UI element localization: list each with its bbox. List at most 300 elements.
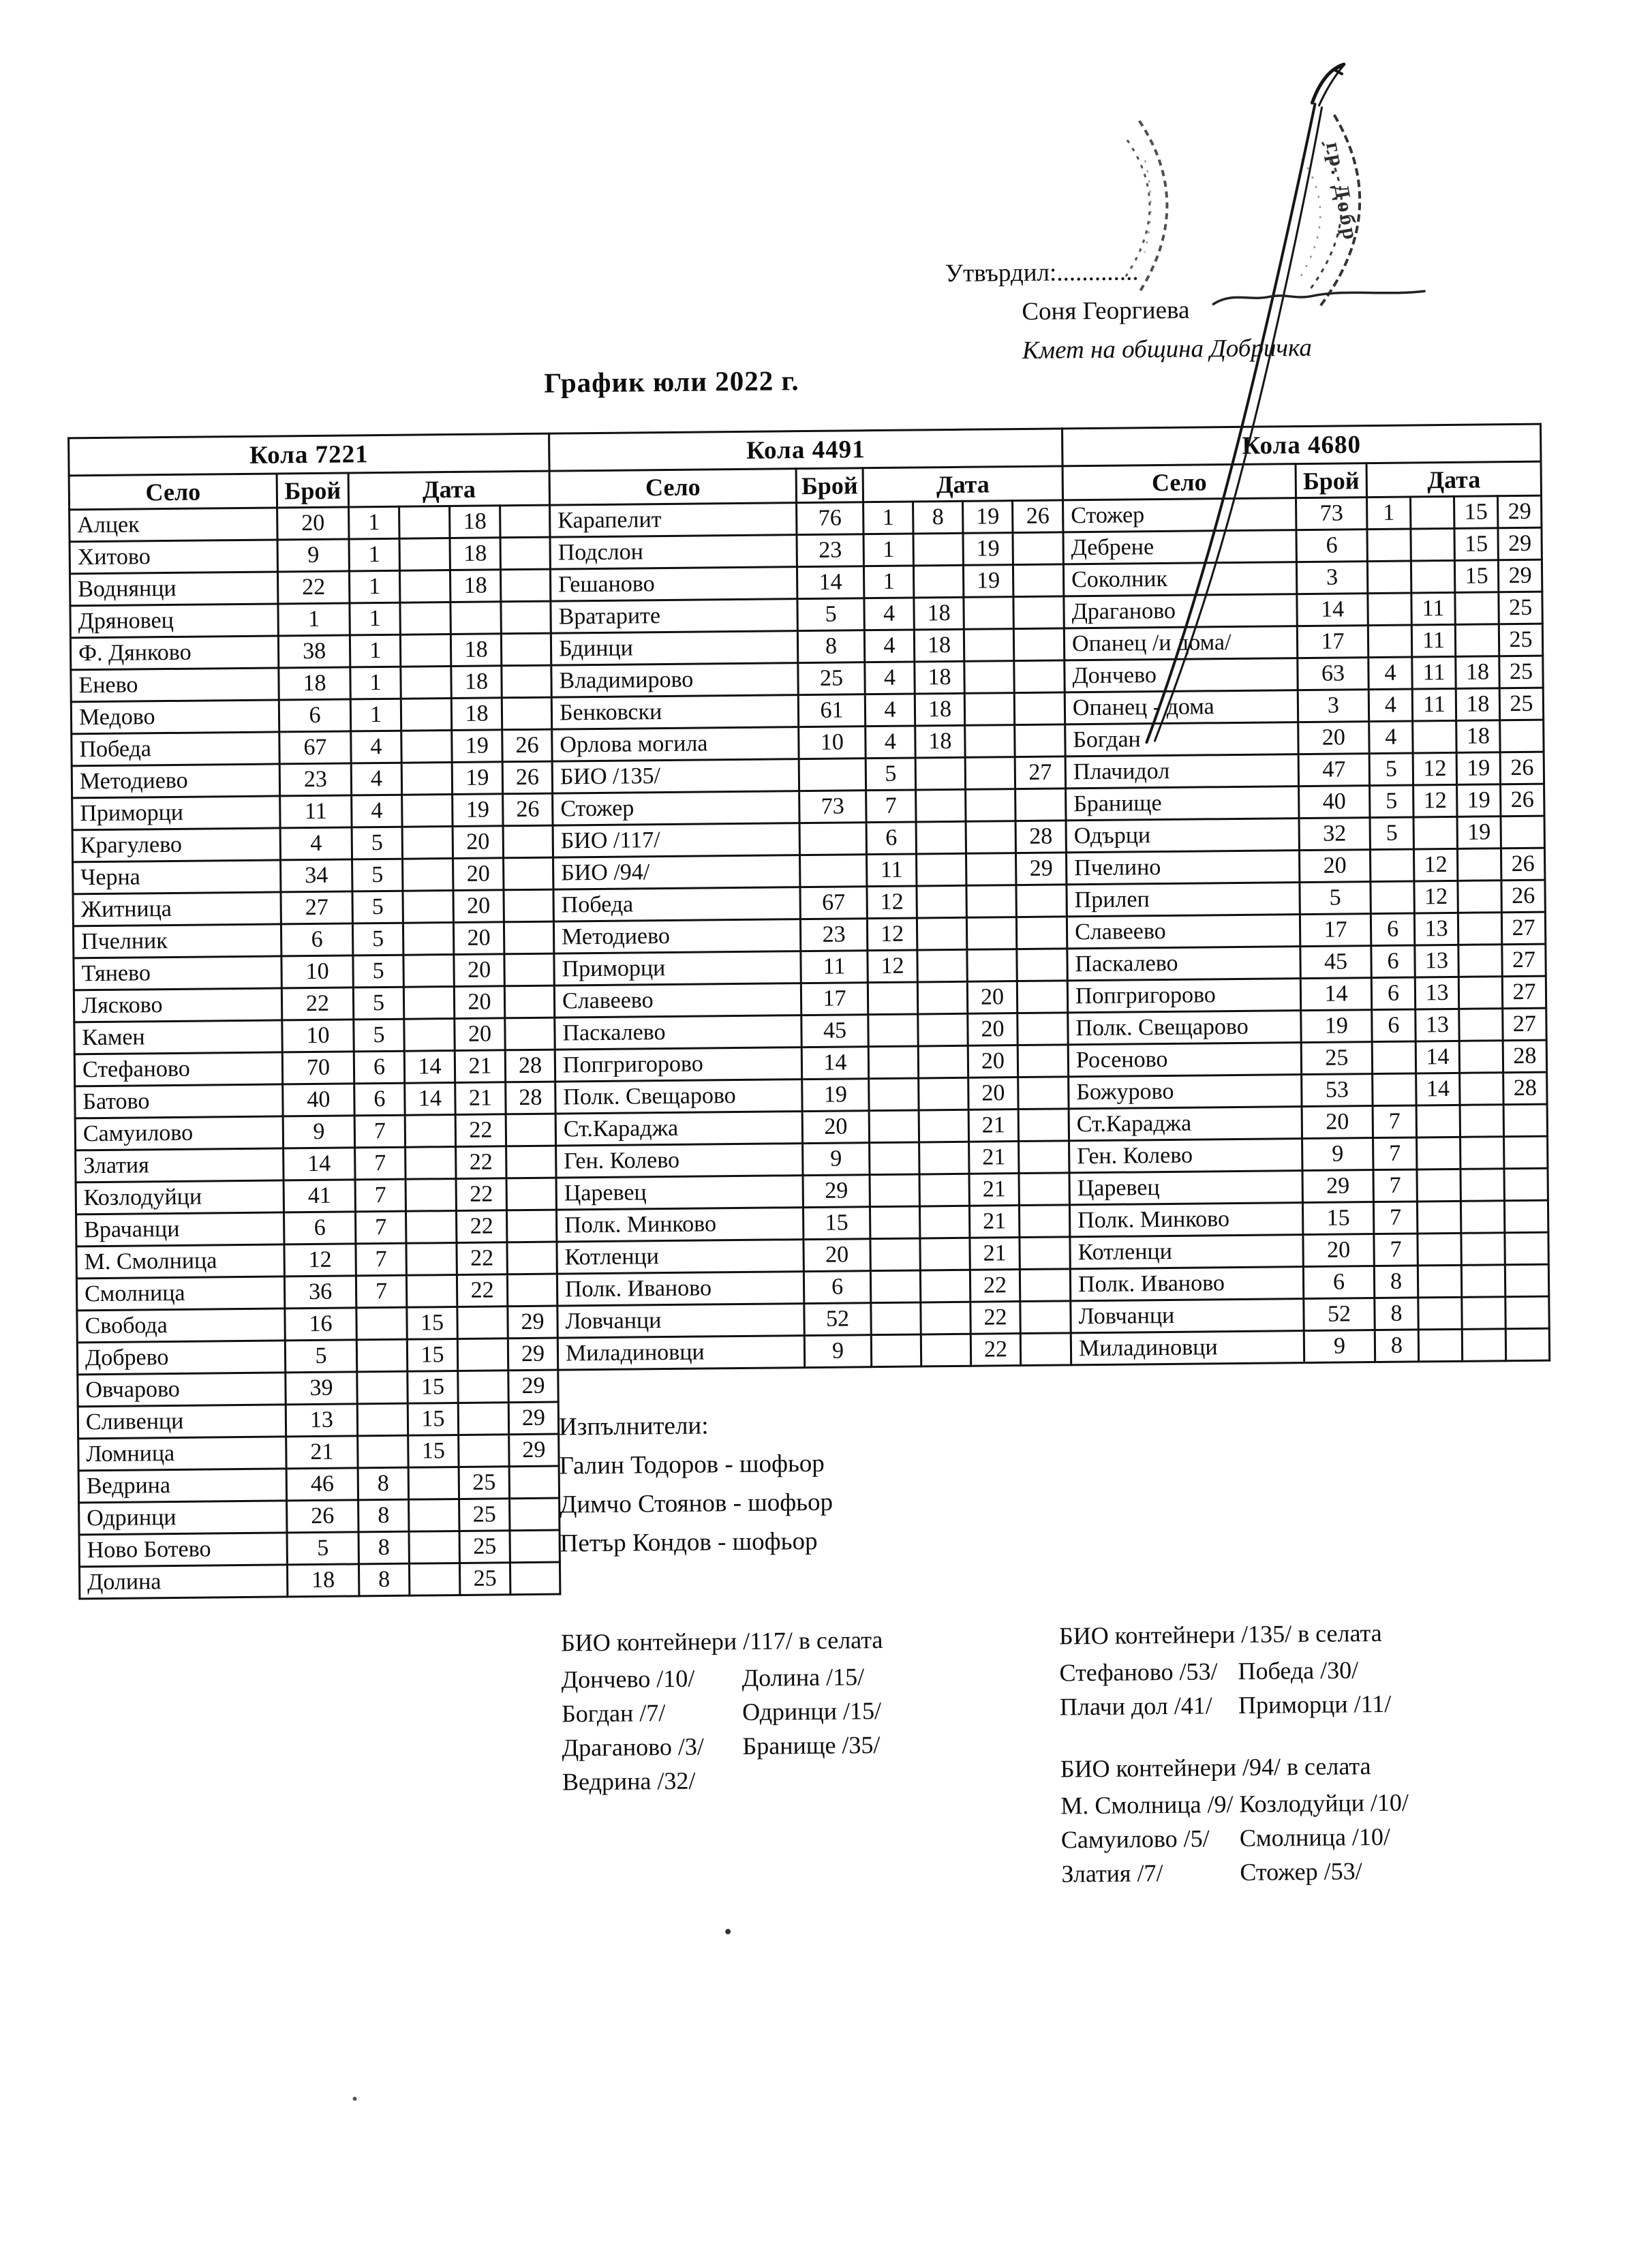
date-cell	[504, 985, 554, 1018]
date-cell	[870, 1270, 920, 1303]
date-cell	[356, 1339, 407, 1372]
date-cell: 25	[459, 1531, 510, 1563]
date-cell: 7	[1374, 1234, 1418, 1266]
date-cell	[1016, 885, 1067, 917]
table-row	[78, 1370, 558, 1407]
count-cell: 20	[277, 507, 349, 540]
village-cell: Стефаново	[74, 1052, 282, 1086]
table-row	[74, 1050, 555, 1086]
bio-117-right-column	[741, 1660, 881, 1763]
date-cell: 4	[864, 598, 914, 630]
bio-94-right-column	[1239, 1786, 1409, 1889]
village-cell: Хитово	[70, 540, 277, 574]
date-cell: 27	[1015, 756, 1065, 789]
date-cell	[868, 1014, 918, 1047]
executor-line: Петър Кондов - шофьор	[560, 1527, 818, 1558]
village-cell: Плачидол	[1065, 754, 1298, 789]
table-row	[555, 1013, 1068, 1050]
table-row	[553, 821, 1066, 857]
date-cell	[916, 789, 966, 822]
village-cell: Котленци	[557, 1240, 804, 1274]
date-cell: 5	[352, 859, 403, 891]
date-cell: 1	[350, 667, 401, 699]
date-cell	[1461, 1233, 1505, 1266]
table-row	[76, 1146, 556, 1182]
date-cell: 28	[506, 1082, 555, 1114]
village-cell: Владимирово	[551, 663, 798, 697]
village-cell: Овчарово	[78, 1373, 286, 1407]
table-row	[75, 1082, 555, 1118]
date-cell	[1019, 1141, 1069, 1174]
date-cell: 19	[963, 565, 1013, 598]
table-row	[77, 1306, 557, 1343]
date-cell	[916, 821, 966, 854]
date-cell: 12	[1414, 881, 1458, 913]
date-cell	[1462, 1297, 1505, 1330]
date-cell: 27	[1502, 976, 1546, 1009]
village-cell: Соколник	[1063, 562, 1296, 596]
village-cell: Миладиновци	[557, 1336, 804, 1370]
date-cell: 20	[968, 1077, 1018, 1110]
date-cell	[1367, 561, 1411, 594]
village-cell: Ловчанци	[557, 1304, 804, 1338]
date-cell	[1503, 1104, 1547, 1137]
table-row	[72, 793, 553, 830]
count-cell: 52	[804, 1303, 871, 1336]
date-cell	[1458, 881, 1501, 913]
table-row	[1069, 1200, 1548, 1237]
date-header: Дата	[863, 466, 1063, 502]
bio-135-left-column	[1059, 1654, 1218, 1724]
date-cell	[1461, 1265, 1505, 1298]
date-cell: 11	[867, 854, 917, 887]
count-cell: 22	[277, 571, 349, 604]
table-row	[73, 857, 553, 894]
date-cell	[913, 565, 963, 598]
count-cell: 15	[803, 1207, 870, 1240]
date-cell	[917, 949, 967, 982]
date-cell: 13	[1415, 945, 1458, 977]
count-cell: 12	[284, 1244, 356, 1277]
date-cell	[870, 1142, 919, 1175]
village-cell: М. Смолница	[76, 1244, 284, 1279]
village-cell: Златия	[76, 1148, 284, 1182]
date-cell	[1019, 1173, 1069, 1206]
date-cell	[1460, 1201, 1504, 1234]
count-cell: 19	[1301, 1010, 1372, 1043]
date-header: Дата	[348, 471, 550, 507]
date-cell	[500, 569, 550, 602]
date-cell: 1	[350, 602, 400, 635]
table-row	[556, 1173, 1069, 1210]
date-cell	[1455, 624, 1499, 657]
count-cell: 14	[284, 1148, 355, 1180]
village-cell: Медово	[71, 700, 279, 734]
date-cell	[510, 1498, 560, 1531]
date-cell	[450, 602, 501, 635]
date-cell	[918, 1013, 968, 1046]
date-cell: 22	[455, 1114, 506, 1147]
date-cell: 18	[451, 698, 502, 731]
date-cell: 5	[1370, 785, 1413, 818]
date-cell	[1367, 529, 1411, 562]
table-row	[74, 1018, 555, 1054]
village-cell: Котленци	[1070, 1235, 1303, 1269]
date-cell	[1411, 560, 1454, 593]
table-row	[1066, 784, 1544, 821]
bio-94-left-column	[1060, 1787, 1234, 1891]
date-cell: 13	[1416, 1009, 1459, 1041]
date-cell: 20	[453, 922, 504, 955]
date-cell: 8	[358, 1563, 409, 1596]
date-cell	[966, 821, 1015, 854]
date-cell	[505, 1018, 555, 1050]
date-cell: 21	[969, 1142, 1019, 1174]
date-cell: 22	[457, 1242, 507, 1275]
schedule-table-kola-4680	[1061, 423, 1550, 1366]
date-cell	[401, 699, 451, 731]
village-cell: Карапелит	[550, 503, 797, 537]
date-cell	[1017, 981, 1067, 1013]
date-cell: 15	[408, 1371, 458, 1403]
date-cell	[964, 629, 1013, 662]
date-cell	[1413, 816, 1457, 849]
date-cell: 15	[407, 1306, 457, 1339]
executor-line: Димчо Стоянов - шофьор	[559, 1488, 833, 1519]
date-cell: 4	[865, 694, 915, 727]
village-cell: Методиево	[72, 764, 279, 798]
count-cell: 6	[279, 699, 350, 732]
date-cell: 20	[453, 890, 504, 923]
village-cell: Полк. Минково	[556, 1208, 803, 1242]
date-cell	[1371, 881, 1414, 914]
date-cell: 20	[453, 826, 503, 859]
date-cell	[1368, 625, 1411, 658]
date-cell: 13	[1415, 977, 1458, 1009]
count-cell: 20	[804, 1239, 870, 1272]
village-cell: Росеново	[1068, 1043, 1301, 1077]
table-row	[70, 633, 551, 670]
bio-item: Одринци /15/	[741, 1697, 882, 1726]
village-cell: Пчелино	[1066, 851, 1299, 885]
date-cell	[1015, 789, 1066, 821]
date-cell	[1020, 1269, 1070, 1302]
date-cell	[1504, 1136, 1548, 1169]
village-cell: Опанец /и дома/	[1064, 626, 1297, 660]
count-cell: 76	[797, 502, 863, 535]
date-cell: 18	[1456, 720, 1500, 753]
count-cell: 70	[282, 1052, 354, 1084]
date-cell: 26	[1013, 500, 1063, 533]
date-cell	[403, 955, 454, 988]
date-cell	[919, 1142, 969, 1174]
date-cell	[501, 633, 551, 666]
date-cell: 27	[1503, 1008, 1546, 1041]
date-cell	[1460, 1169, 1504, 1202]
date-cell	[965, 725, 1015, 758]
date-cell: 12	[1413, 752, 1456, 785]
date-cell	[919, 1110, 968, 1142]
count-cell: 6	[1296, 530, 1367, 562]
count-cell: 11	[280, 795, 352, 828]
date-cell	[1501, 816, 1544, 849]
date-cell	[506, 1146, 556, 1178]
date-cell	[869, 1078, 919, 1111]
date-cell	[1418, 1233, 1461, 1266]
date-cell: 26	[1501, 848, 1544, 881]
date-cell	[1460, 1137, 1504, 1170]
table-row	[71, 665, 551, 702]
village-cell: Ф. Дянково	[70, 636, 278, 670]
count-cell: 20	[802, 1111, 869, 1144]
car-label: Кола 4680	[1062, 424, 1542, 466]
date-cell	[399, 538, 450, 571]
table-row	[73, 889, 553, 926]
date-cell	[358, 1435, 408, 1468]
table-row	[1065, 720, 1544, 756]
count-cell: 23	[279, 763, 351, 796]
date-cell	[504, 953, 554, 986]
village-cell: Козлодуйци	[76, 1180, 284, 1214]
date-cell: 15	[407, 1339, 457, 1371]
village-cell: Дебрене	[1063, 530, 1296, 564]
date-cell: 22	[456, 1178, 506, 1211]
bio-item: Приморци /11/	[1238, 1690, 1392, 1719]
table-row	[76, 1242, 557, 1279]
date-cell: 1	[863, 502, 913, 534]
village-cell: Крагулево	[72, 828, 280, 862]
date-cell: 4	[864, 630, 914, 662]
count-cell: 20	[1298, 722, 1369, 754]
date-cell: 11	[1411, 592, 1455, 625]
date-cell: 22	[456, 1146, 506, 1179]
executor-names	[559, 1444, 833, 1563]
date-cell: 8	[358, 1467, 408, 1500]
date-cell	[964, 661, 1014, 694]
date-cell: 5	[352, 923, 403, 956]
date-cell: 27	[1501, 912, 1545, 945]
date-cell: 22	[970, 1334, 1020, 1366]
count-cell: 3	[1298, 690, 1368, 722]
date-cell: 12	[867, 886, 917, 919]
date-cell: 29	[1015, 853, 1066, 885]
date-cell	[1500, 720, 1544, 752]
date-cell	[457, 1339, 508, 1371]
count-cell: 14	[801, 1047, 868, 1080]
date-cell: 4	[1368, 657, 1412, 690]
village-cell: Бранище	[1066, 786, 1299, 821]
date-cell: 7	[1373, 1202, 1417, 1234]
date-cell: 22	[970, 1302, 1020, 1334]
table-row	[554, 949, 1067, 985]
village-header: Село	[1062, 464, 1296, 500]
date-cell: 20	[454, 986, 504, 1019]
date-cell: 5	[354, 1019, 404, 1052]
village-cell: Одърци	[1066, 819, 1299, 853]
date-cell	[507, 1242, 557, 1274]
count-cell: 61	[798, 694, 865, 727]
date-cell	[1018, 1109, 1069, 1142]
date-cell: 15	[408, 1403, 458, 1435]
table-row	[72, 825, 553, 862]
table-row	[551, 628, 1064, 665]
date-cell: 21	[968, 1110, 1018, 1142]
village-cell: Ломница	[78, 1437, 286, 1471]
date-cell	[404, 1019, 455, 1052]
table-row	[550, 532, 1063, 569]
village-cell: Победа	[72, 732, 279, 766]
table-row	[78, 1466, 559, 1503]
date-cell	[1458, 913, 1501, 945]
count-cell: 73	[1296, 498, 1367, 530]
date-cell: 29	[509, 1434, 559, 1467]
village-cell: Камен	[74, 1020, 282, 1054]
village-cell: Методиево	[553, 919, 800, 953]
count-cell: 63	[1298, 658, 1368, 690]
date-cell	[966, 789, 1015, 822]
scan-speck	[352, 2096, 356, 2100]
village-cell: Воднянци	[70, 572, 278, 606]
date-cell: 1	[349, 506, 399, 539]
table-row	[77, 1338, 557, 1375]
date-cell: 28	[505, 1050, 555, 1082]
executor-line: Галин Тодоров - шофьор	[559, 1449, 825, 1480]
table-row	[72, 729, 552, 766]
village-cell: Самуилово	[75, 1116, 283, 1150]
date-cell	[406, 1178, 456, 1211]
village-cell: БИО /135/	[552, 759, 799, 793]
table-row	[556, 1205, 1069, 1242]
date-cell: 18	[450, 538, 500, 570]
date-cell	[920, 1238, 970, 1270]
date-cell: 1	[349, 570, 399, 603]
date-cell	[915, 757, 965, 790]
date-cell: 18	[451, 666, 502, 699]
date-cell: 6	[1371, 913, 1414, 946]
date-cell: 4	[1368, 689, 1412, 722]
table-row	[551, 660, 1065, 697]
date-cell: 7	[866, 790, 916, 823]
date-cell	[967, 949, 1017, 982]
date-cell: 29	[508, 1370, 558, 1403]
date-cell	[399, 506, 450, 539]
date-cell	[868, 1046, 918, 1079]
bio-item: Златия /7/	[1061, 1859, 1163, 1888]
count-cell: 16	[285, 1308, 356, 1341]
date-cell: 22	[970, 1270, 1020, 1302]
village-cell: Ген. Колево	[556, 1144, 803, 1178]
date-cell: 6	[354, 1051, 404, 1084]
date-cell: 26	[503, 793, 553, 826]
date-cell	[964, 597, 1013, 630]
table-row	[1067, 880, 1545, 917]
date-cell	[500, 505, 550, 538]
date-cell	[1368, 593, 1411, 626]
date-cell	[870, 1238, 920, 1271]
date-cell	[357, 1371, 408, 1404]
date-cell: 19	[963, 533, 1013, 566]
count-cell: 9	[1302, 1138, 1373, 1171]
date-cell	[870, 1174, 919, 1207]
date-cell	[1459, 1009, 1503, 1041]
date-cell: 7	[355, 1147, 406, 1180]
table-row	[556, 1141, 1069, 1178]
village-cell: Драганово	[1064, 594, 1297, 628]
date-cell	[1014, 660, 1065, 693]
page-title: График юли 2022 г.	[544, 365, 799, 399]
date-cell	[506, 1210, 556, 1242]
date-cell	[403, 859, 453, 891]
village-cell: Приморци	[72, 796, 280, 830]
count-cell: 6	[284, 1212, 356, 1244]
count-cell: 9	[804, 1335, 871, 1368]
date-cell	[1013, 564, 1063, 597]
count-cell: 40	[1299, 786, 1370, 819]
table-row	[76, 1210, 557, 1247]
date-cell: 13	[1414, 913, 1458, 945]
count-cell: 8	[797, 630, 864, 663]
date-cell: 7	[356, 1211, 406, 1244]
date-cell	[1417, 1137, 1460, 1170]
village-cell: Полк. Иваново	[1070, 1267, 1303, 1301]
village-cell: Гешаново	[550, 567, 797, 601]
village-cell: Полк. Свещарово	[555, 1080, 802, 1114]
date-cell	[406, 1210, 457, 1243]
bio-item: Смолница /10/	[1239, 1822, 1391, 1852]
scan-speck	[725, 1929, 731, 1934]
village-cell: Добрево	[77, 1341, 285, 1375]
date-cell: 25	[1499, 688, 1543, 720]
village-cell: Царевец	[556, 1176, 803, 1210]
executors-title: Изпълнители:	[558, 1411, 709, 1441]
date-cell	[1505, 1264, 1548, 1297]
date-cell	[1018, 1013, 1068, 1045]
date-cell: 5	[353, 955, 403, 988]
date-cell	[457, 1306, 508, 1339]
date-cell: 19	[963, 501, 1013, 534]
date-cell	[504, 921, 553, 954]
bio-94-title: БИО контейнери /94/ в селата	[1060, 1752, 1371, 1783]
date-cell: 21	[455, 1050, 505, 1083]
date-cell: 20	[455, 1018, 505, 1051]
count-cell: 73	[799, 791, 866, 823]
village-cell: Опанец - дома	[1065, 690, 1298, 724]
village-cell: Вратарите	[551, 599, 797, 633]
village-cell: Полк. Свещарово	[1068, 1011, 1301, 1045]
date-cell: 4	[866, 726, 915, 759]
date-cell: 7	[1373, 1170, 1417, 1202]
count-cell: 14	[797, 566, 863, 599]
bio-117-title: БИО контейнери /117/ в селата	[560, 1626, 883, 1657]
date-cell	[1013, 532, 1063, 565]
village-cell: Орлова могила	[552, 727, 799, 761]
village-cell: Царевец	[1069, 1171, 1302, 1205]
table-row	[557, 1269, 1070, 1306]
bio-item: Долина /15/	[741, 1663, 865, 1692]
date-cell: 28	[1503, 1072, 1547, 1105]
count-cell: 40	[283, 1084, 354, 1116]
count-cell: 4	[280, 827, 352, 860]
date-cell	[356, 1307, 407, 1340]
date-cell: 19	[453, 794, 503, 827]
schedule-table-kola-4491	[548, 427, 1072, 1371]
date-cell	[403, 891, 453, 923]
date-cell: 26	[1501, 880, 1545, 913]
date-cell	[871, 1302, 921, 1335]
date-header: Дата	[1366, 461, 1542, 497]
village-cell: Дончево	[1065, 658, 1298, 692]
date-cell	[1013, 628, 1064, 661]
